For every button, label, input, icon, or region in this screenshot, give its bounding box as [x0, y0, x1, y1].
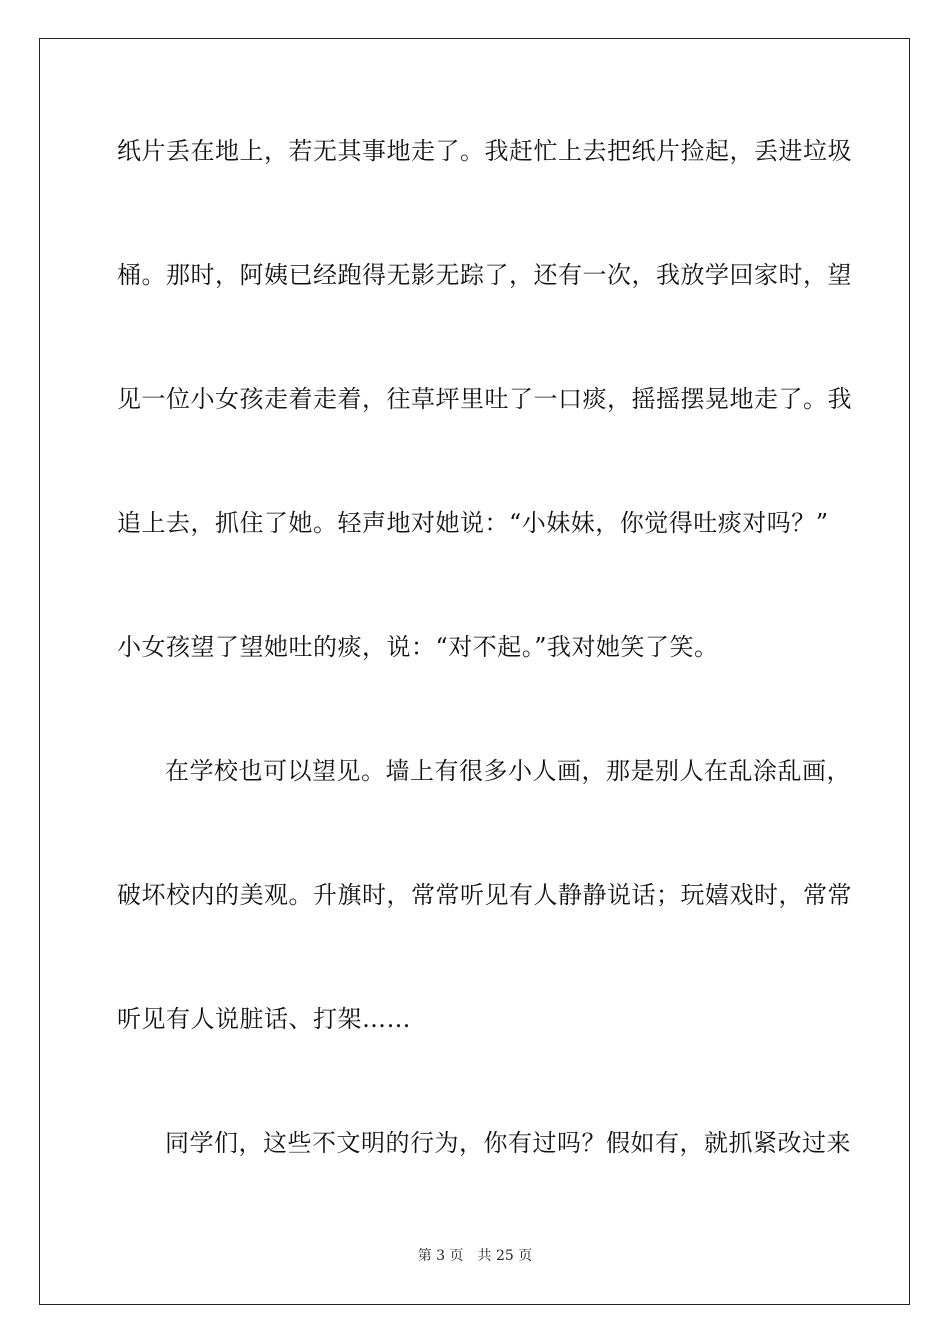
- paragraph-line: 听见有人说脏话、打架……: [117, 1005, 411, 1033]
- page-number-footer: 第 3 页 共 25 页: [417, 1248, 533, 1264]
- page-border: [39, 38, 910, 1305]
- paragraph-line: 追上去，抓住了她。轻声地对她说：“小妹妹，你觉得吐痰对吗？”: [117, 509, 829, 537]
- paragraph-line: 小女孩望了望她吐的痰，说：“对不起。”我对她笑了笑。: [117, 633, 719, 661]
- paragraph-line: 同学们，这些不文明的行为，你有过吗？假如有，就抓紧改过来: [165, 1129, 851, 1157]
- paragraph-line: 见一位小女孩走着走着，往草坪里吐了一口痰，摇摇摆晃地走了。我: [117, 385, 852, 413]
- paragraph-line: 桶。那时，阿姨已经跑得无影无踪了，还有一次，我放学回家时，望: [117, 261, 852, 289]
- paragraph-line: 纸片丢在地上，若无其事地走了。我赶忙上去把纸片捡起，丢进垃圾: [117, 137, 852, 165]
- paragraph-line: 在学校也可以望见。墙上有很多小人画，那是别人在乱涂乱画，: [165, 757, 851, 785]
- paragraph-line: 破坏校内的美观。升旗时，常常听见有人静静说话；玩嬉戏时，常常: [117, 881, 852, 909]
